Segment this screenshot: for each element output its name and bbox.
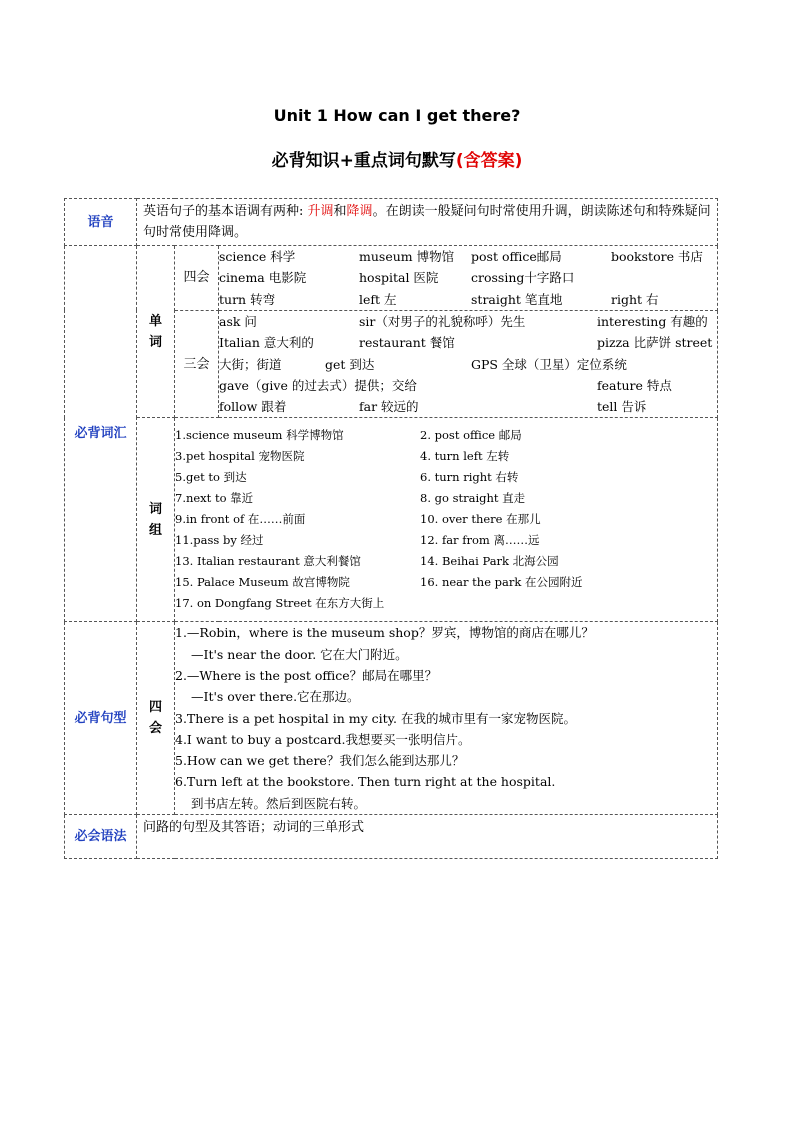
sentence-line: 1.—Robin，where is the museum shop？罗宾，博物馆的商店在哪儿？ <box>175 625 594 641</box>
phrase-row: 7.next to 靠近 8. go straight 直走 <box>175 491 526 506</box>
page-title: Unit 1 How can I get there? <box>273 106 521 125</box>
sentence-line: —It's over there.它在那边。 <box>191 689 360 705</box>
level-three-label: 三会 <box>175 310 219 417</box>
sentence-line: 5.How can we get there？我们怎么能到达那儿？ <box>175 753 465 769</box>
sentence-line: 6.Turn left at the bookstore. Then turn right at the hospital. <box>175 774 556 790</box>
phrase-row: 9.in front of 在……前面 10. over there 在那儿 <box>175 512 541 527</box>
phrase-row: 15. Palace Museum 故宫博物院 16. near the park 在公园附近 <box>175 575 583 590</box>
sentence-line: —It's near the door. 它在大门附近。 <box>191 646 408 662</box>
grammar-text: 问路的句型及其答语；动词的三单形式 <box>137 815 718 859</box>
sentence-line: 3.There is a pet hospital in my city. 在我的城市里有一家宠物医院。 <box>175 710 576 726</box>
sentence-line: 4.I want to buy a postcard.我想要买一张明信片。 <box>175 731 471 747</box>
level-four-label: 四会 <box>175 246 219 311</box>
phrase-row: 13. Italian restaurant 意大利餐馆 14. Beihai Park 北海公园 <box>175 554 559 569</box>
page-subtitle <box>0 146 794 171</box>
subtitle-main: 必背知识+重点词句默写 <box>271 151 456 171</box>
phrase-list <box>175 418 718 622</box>
four-skill-words: science 科学 museum 博物馆 post office邮局 bookstore 书店 cinema 电影院 hospital 医院 crossing十字路口 turn 转弯 left 左 straight 笔直地 right 右 <box>219 246 718 311</box>
sentence-line: 到书店左转。然后到医院右转。 <box>191 795 367 811</box>
phrase-row: 5.get to 到达 6. turn right 右转 <box>175 470 519 485</box>
subtitle-answer-note: (含答案) <box>455 151 523 171</box>
phrase-row: 17. on Dongfang Street 在东方大街上 <box>175 596 385 611</box>
sentence-list <box>175 622 718 815</box>
knowledge-table <box>64 198 718 859</box>
three-skill-words: ask 问 sir（对男子的礼貌称呼）先生 interesting 有趣的 Italian 意大利的 restaurant 餐馆 pizza 比萨饼 street 大街；街道 get 到达 GPS 全球（卫星）定位系统 gave（give 的过去式）提供；交给 feature 特点 follow 跟着 far 较远的 tell 告诉 <box>219 310 718 417</box>
sentences-level-label: 四 会 <box>137 622 175 815</box>
intonation-text: 英语句子的基本语调有两种: 升调和降调。在朗读一般疑问句时常使用升调，朗读陈述句和特殊疑问句时常使用降调。 <box>137 199 718 246</box>
vocab-label: 必背词汇 <box>65 246 137 622</box>
phrase-row: 3.pet hospital 宠物医院 4. turn left 左转 <box>175 449 510 464</box>
words-label: 单 词 <box>137 246 175 418</box>
grammar-label: 必会语法 <box>65 815 137 859</box>
phrase-row: 11.pass by 经过 12. far from 离……远 <box>175 533 540 548</box>
sentences-label: 必背句型 <box>65 622 137 815</box>
intonation-label: 语音 <box>65 199 137 246</box>
phrase-row: 1.science museum 科学博物馆 2. post office 邮局 <box>175 428 522 443</box>
sentence-line: 2.—Where is the post office？邮局在哪里？ <box>175 667 438 683</box>
phrases-label: 词 组 <box>137 418 175 622</box>
